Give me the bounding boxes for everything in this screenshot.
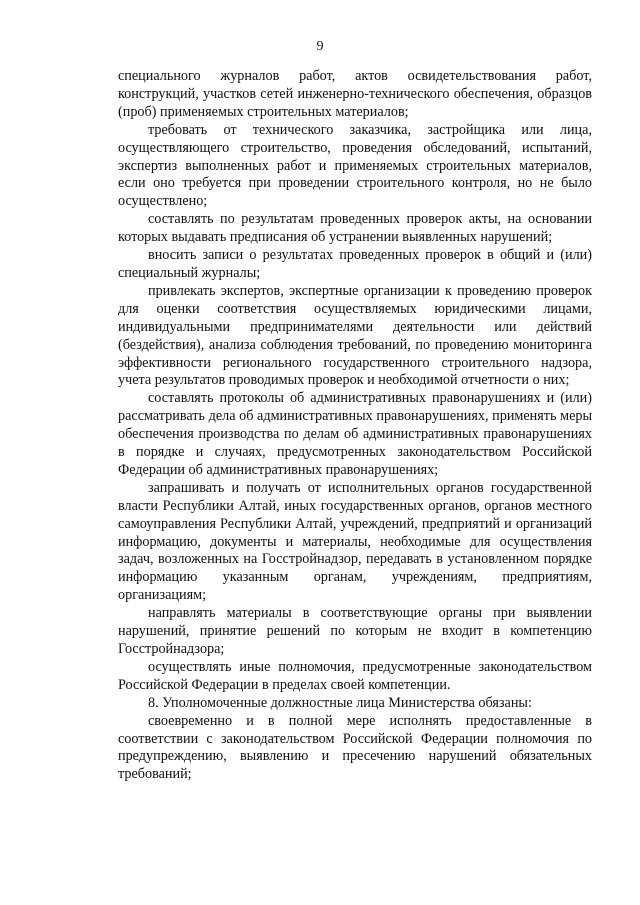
paragraph-other-powers: осуществлять иные полномочия, предусмотренные законодательством Российской Федерации в пределах своей компетенции. bbox=[118, 658, 592, 693]
page-number: 9 bbox=[316, 39, 324, 54]
paragraph-draw-up-acts: составлять по результатам проведенных проверок акты, на основании которых выдавать предписания об устранении выявленных нарушений; bbox=[118, 211, 592, 246]
paragraph-journal-records: вносить записи о результатах проведенных проверок в общий и (или) специальный журналы; bbox=[118, 247, 592, 281]
paragraph-require-expertise: требовать от технического заказчика, застройщика или лица, осуществляющего строительство, проведения обследований, испытаний, экспертиз выполненных работ и применяемых строительных материалов, если оно требуется при проведении строительного контроля, но не было осуществлено; bbox=[118, 121, 592, 210]
paragraph-section-8-heading: 8. Уполномоченные должностные лица Министерства обязаны: bbox=[148, 694, 532, 711]
paragraph-continuation: специального журналов работ, актов освидетельствования работ, конструкций, участков сетей инженерно-технического обеспечения, образцов (проб) применяемых строительных материалов; bbox=[118, 68, 592, 120]
paragraph-involve-experts: привлекать экспертов, экспертные организации к проведению проверок для оценки соответствия осуществляемых юридическими лицами, индивидуальными предпринимателями деятельности или действий (бездействия), анализа соблюдения требований, по проведению мониторинга эффективности регионального государственного строительного надзора, учета результатов проводимых проверок и необходимой отчетности о них; bbox=[118, 282, 592, 389]
paragraph-protocols: составлять протоколы об административных правонарушениях и (или) рассматривать дела об административных правонарушениях, применять меры обеспечения производства по делам об административных правонарушениях в порядке и случаях, предусмотренных законодательством Российской Федерации об административных правонарушениях; bbox=[118, 390, 592, 478]
paragraph-send-materials: направлять материалы в соответствующие органы при выявлении нарушений, принятие решений по которым не входит в компетенцию Госстройнадзора; bbox=[118, 605, 592, 657]
paragraph-request-info: запрашивать и получать от исполнительных органов государственной власти Республики Алтай, иных государственных органов, органов местного самоуправления Республики Алтай, учреждений, предприятий и организаций информацию, документы и материалы, необходимые для осуществления задач, возложенных на Госстройнадзор, передавать в установленном порядке информацию указанным органам, учреждениям, предприятиям, организациям; bbox=[118, 479, 592, 604]
paragraph-duties-first: своевременно и в полной мере исполнять предоставленные в соответствии с законодательством Российской Федерации полномочия по предупреждению, выявлению и пресечению нарушений обязательных требований; bbox=[118, 712, 592, 783]
document-body bbox=[118, 68, 592, 784]
